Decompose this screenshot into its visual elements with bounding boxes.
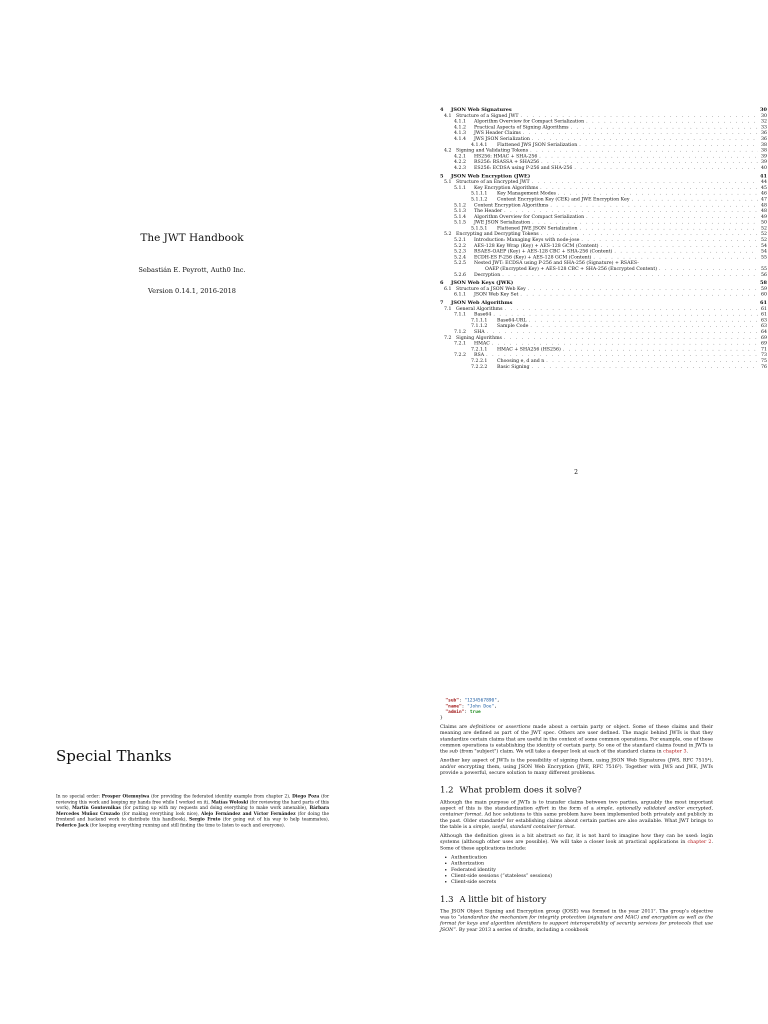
toc-entry-title: Signing Algorithms xyxy=(456,334,502,341)
toc-entry-number: 4.1.4 xyxy=(454,135,466,142)
toc-entry-title: Flattened JWS JSON Serialization xyxy=(497,141,578,148)
toc-entry-number: 5.2.6 xyxy=(454,271,466,278)
toc-entry-title: Basic Signing xyxy=(497,363,530,370)
toc-entry-title: RSA xyxy=(474,352,485,358)
toc-entry-page: 73 xyxy=(761,352,767,358)
toc-entry-page: 52 xyxy=(761,237,767,243)
toc-entry-number: 7.1.1 xyxy=(454,311,466,318)
paragraph-problem: Although the main purpose of JWTs is to transfer claims between two parties, arguably the most important aspect of this is the standardization effort in the form of a simple, optionally validated and/or encrypted, container format. Ad hoc solutions to this same problem have been implemented both privately and publicly in the past. Older standards⁶ for establishing claims about certain parties are also available. What JWT brings to the table is a simple, useful, standard container format. xyxy=(440,799,714,830)
toc-entry[interactable] xyxy=(440,272,767,278)
toc-entry-page: 52 xyxy=(761,231,767,237)
toc-entry-title: Algorithm Overview for Compact Serialization xyxy=(474,118,585,125)
document-title: The JWT Handbook xyxy=(140,232,244,244)
page-number: 2 xyxy=(574,469,578,476)
toc-entry-page: 40 xyxy=(761,164,767,171)
toc-entry-number: 7.1.1.2 xyxy=(471,323,488,329)
document-version: Version 0.14.1, 2016-2018 xyxy=(148,287,236,295)
toc-entry-title: Nested JWT: ECDSA using P-256 and SHA-256 (Signature) + RSAES- xyxy=(474,260,639,266)
thanks-person-name: Matías Woloski xyxy=(211,799,249,805)
toc-entry-page: 48 xyxy=(761,208,767,214)
toc-entry-page: 41 xyxy=(760,173,767,179)
toc-entry-page: 61 xyxy=(761,305,767,312)
thanks-person-note: (for making everything look nice), xyxy=(119,811,202,817)
toc-entry-number: 4.2 xyxy=(444,147,452,154)
code-closing-brace: } xyxy=(440,715,443,721)
toc-entry-title: Content Encryption Key (CEK) and JWE Encryption Key xyxy=(497,196,630,202)
toc-entry-number: 6.1.1 xyxy=(454,291,466,298)
toc-entry-page: 36 xyxy=(761,130,767,136)
toc-entry-number: 7.1.2 xyxy=(454,328,466,335)
toc-entry-number: 5.1.5.1 xyxy=(471,225,488,231)
toc-entry-title: RSAES-OAEP (Key) + AES-128 CBC + SHA-256 (Content) xyxy=(474,248,613,255)
toc-entry-page: 55 xyxy=(761,254,767,260)
toc-entry-page: 49 xyxy=(761,213,767,220)
toc-entry-page: 69 xyxy=(761,334,767,341)
toc-entry-number: 5.1.4 xyxy=(454,213,466,220)
toc-entry-page: 38 xyxy=(761,147,767,154)
toc-entry-number: 5.1 xyxy=(444,179,452,185)
list-item: • Authorization xyxy=(451,861,713,867)
thanks-person-note: (for reviewing the hard parts of this work), xyxy=(56,799,330,811)
toc-entry-page: 39 xyxy=(761,159,767,165)
code-block xyxy=(440,698,713,721)
thanks-person-note: (for providing the federated identity example from chapter 2), xyxy=(149,794,293,799)
toc-entry-title: JWE JSON Serialization xyxy=(474,219,531,226)
toc-entry-title: ES256: ECDSA using P-256 and SHA-256 xyxy=(474,164,573,171)
paragraph-definition: Although the definition given is a bit abstract so far, it is not hard to imagine how they can be used: login systems (although other uses are possible). We will take a closer look at practical applications in chapter 2. Some of these applications include: xyxy=(440,833,714,851)
toc-entry-page: 45 xyxy=(761,184,767,191)
applications-list xyxy=(440,855,713,886)
table-of-contents xyxy=(440,107,767,370)
thanks-person-name: Federico Jack xyxy=(56,822,89,828)
toc-entry-number: 7.2.2 xyxy=(454,352,466,358)
toc-entry-number: 5.1.3 xyxy=(454,208,466,214)
toc-entry-title: JWS JSON Serialization xyxy=(474,135,530,142)
toc-entry-title: Signing and Validating Tokens xyxy=(456,147,529,154)
paragraph-jws-jwe: Another key aspect of JWTs is the possibility of signing them, using JSON Web Signatures (JWS, RFC 7515⁴), and/or encrypting them, using JSON Web Encryption (JWE, RFC 7516⁵). Together with JWS and JWE, JWTs provide a powerful, secure solution to many different problems. xyxy=(440,757,713,776)
toc-entry-title: Sample Code xyxy=(497,323,529,329)
toc-entry-page: 48 xyxy=(761,202,767,208)
code-line: "name": "John Doe", xyxy=(445,703,497,709)
toc-entry-page: 63 xyxy=(761,323,767,329)
toc-entry-page: 30 xyxy=(761,112,767,119)
code-line: "sub": "1234567890", xyxy=(445,698,500,703)
list-item: • Federated identity xyxy=(451,867,713,873)
toc-entry-title: Choosing e, d and n xyxy=(497,357,545,364)
toc-entry-title: Base64-URL xyxy=(497,317,527,323)
toc-entry-title: Content Encryption Algorithms xyxy=(474,202,549,208)
thanks-person-name: Sergio Fruto xyxy=(189,817,221,822)
toc-entry-title: JSON Web Keys (JWK) xyxy=(451,280,514,286)
toc-entry-title: JSON Web Algorithms xyxy=(451,300,513,306)
toc-entry-number: 7.2 xyxy=(444,334,452,341)
section-heading-1-2: 1.2 What problem does it solve? xyxy=(440,785,582,796)
thanks-intro: In no special order: xyxy=(56,794,102,799)
toc-entry-title: JSON Web Encryption (JWE) xyxy=(451,173,531,179)
toc-entry-page: 75 xyxy=(761,357,767,364)
toc-entry-title: Structure of a Signed JWT xyxy=(456,112,519,119)
toc-entry-title: SHA xyxy=(474,328,485,335)
section-heading-1-3: 1.3 A little bit of history xyxy=(440,894,547,905)
toc-entry-page: 63 xyxy=(761,317,767,323)
toc-entry-title: Key Management Modes xyxy=(497,190,556,197)
thanks-person-name: Martín Gontovnikas xyxy=(72,805,121,811)
table-of-contents-page xyxy=(384,0,768,512)
toc-entry-page: 54 xyxy=(761,242,767,249)
toc-entry-number: 5.2.5 xyxy=(454,260,466,266)
toc-entry-number: 4.2.2 xyxy=(454,159,466,165)
toc-entry-number: 4.1.3 xyxy=(454,130,466,136)
toc-entry-page: 39 xyxy=(761,153,767,159)
thanks-person-note: (for doing the frontend and backend work to distribute this handbook), xyxy=(56,811,329,822)
toc-entry-title: HS256: HMAC + SHA-256 xyxy=(474,153,538,159)
toc-entry-number: 7.1 xyxy=(444,305,452,312)
toc-entry-number: 6 xyxy=(440,280,444,286)
toc-entry-title: ECDH-ES P-256 (Key) + AES-128 GCM (Content) xyxy=(474,254,592,260)
chapter-2-link[interactable]: chapter 2 xyxy=(687,839,712,845)
thanks-person-name: Diego Poza xyxy=(292,794,320,799)
toc-entry-title: Encrypting and Decrypting Tokens xyxy=(456,231,539,237)
toc-entry-title: HMAC xyxy=(474,340,490,347)
thanks-person-name: Alejo Fernández and Víctor Fernández xyxy=(201,811,296,817)
thanks-person-name: Prosper Otemuyiwa xyxy=(101,794,150,799)
paragraph-history: The JSON Object Signing and Encryption group (JOSE) was formed in the year 2011⁷. The group’s objective was to “standardize the mechanism for integrity protection (signature and MAC) and encryption as well as the format for keys and algorithm identifiers to support interoperability of security services for protocols that use JSON”. By year 2013 a series of drafts, including a cookbook xyxy=(440,908,713,933)
toc-entry[interactable] xyxy=(440,292,767,298)
toc-entry-number: 7.2.2.2 xyxy=(471,363,488,370)
toc-entry-page: 44 xyxy=(761,179,767,185)
toc-entry-page: 33 xyxy=(761,124,767,130)
thanks-paragraph xyxy=(56,794,329,829)
thanks-heading: Special Thanks xyxy=(56,747,172,765)
toc-entry-title: Structure of an Encrypted JWT xyxy=(456,179,530,185)
list-item: • Authentication xyxy=(451,855,713,861)
toc-entry-continuation[interactable]: OAEP (Encrypted Key) + AES-128 CBC + SHA-256 (Encrypted Content) . . . 55 xyxy=(440,266,767,272)
toc-entry-number: 5.1.2 xyxy=(454,202,466,208)
document-author: Sebastián E. Peyrott, Auth0 Inc. xyxy=(138,266,246,274)
toc-entry-number: 4.1.2 xyxy=(454,124,466,130)
toc-entry-number: 5.1.1 xyxy=(454,184,466,191)
toc-entry-title: RS256: RSASSA + SHA256 xyxy=(474,159,540,165)
thanks-person-note: (for going out of his way to help teammates), xyxy=(220,817,329,822)
toc-entry-number: 7.2.2.1 xyxy=(471,357,488,364)
toc-entry-number: 6.1 xyxy=(444,285,452,292)
toc-entry-page: 59 xyxy=(761,285,767,292)
toc-entry-number: 4.1.1 xyxy=(454,118,466,125)
chapter-3-link[interactable]: chapter 3 xyxy=(663,748,687,755)
toc-entry-number: 5.1.5 xyxy=(454,219,466,226)
toc-entry-title: The Header xyxy=(474,208,503,214)
toc-entry-page: 30 xyxy=(760,107,767,113)
toc-entry-page: 69 xyxy=(761,340,767,347)
toc-entry-number: 4.2.1 xyxy=(454,153,466,159)
chapter-body xyxy=(440,698,713,936)
toc-entry-number: 5.2 xyxy=(444,231,452,237)
thanks-person-note: (for putting up with my requests and doing everything to make work amenable), xyxy=(120,805,310,811)
toc-entry-page: 36 xyxy=(761,135,767,142)
toc-entry-number: 7.2.1 xyxy=(454,340,466,347)
toc-entry-page: 61 xyxy=(760,300,767,306)
toc-entry-title: Decryption xyxy=(474,271,501,278)
code-line: "admin": true xyxy=(445,709,481,715)
toc-entry-title: HMAC + SHA256 (HS256) xyxy=(497,346,561,352)
toc-entry-page: 38 xyxy=(761,141,767,148)
toc-entry-page: 61 xyxy=(761,311,767,318)
toc-entry-title: Flattened JWE JSON Serialization xyxy=(497,225,578,231)
toc-entry-number: 5.2.4 xyxy=(454,254,466,260)
toc-entry-page: 56 xyxy=(761,271,767,278)
toc-entry-page: 58 xyxy=(760,280,767,286)
thanks-person-name: Bárbara Mercedes Muñoz Cruzado xyxy=(56,805,329,817)
toc-entry-page: 64 xyxy=(761,328,767,335)
toc-entry-number: 5.2.3 xyxy=(454,248,466,255)
toc-entry-number: 7 xyxy=(440,300,444,306)
toc-entry[interactable] xyxy=(440,165,767,171)
toc-entry-number: 5.1.1.1 xyxy=(471,190,488,197)
toc-entry-page: 54 xyxy=(761,248,767,255)
toc-entry-number: 5 xyxy=(440,173,444,179)
toc-entry-title: General Algorithms xyxy=(456,305,503,312)
toc-entry-number: 4 xyxy=(440,107,444,113)
toc-entry-page: 60 xyxy=(761,291,767,298)
special-thanks-page xyxy=(0,512,384,1024)
toc-entry-title: JSON Web Key Set xyxy=(474,291,519,298)
toc-entry[interactable] xyxy=(440,364,767,370)
toc-entry-number: 7.1.1.1 xyxy=(471,317,488,323)
toc-entry-number: 5.1.1.2 xyxy=(471,196,488,202)
toc-entry-number: 5.2.2 xyxy=(454,242,466,249)
toc-entry-title: Practical Aspects of Signing Algorithms xyxy=(474,124,569,130)
toc-entry-page: 76 xyxy=(761,363,767,370)
list-item: • Client-side secrets xyxy=(451,879,713,885)
toc-entry-number: 4.2.3 xyxy=(454,164,466,171)
toc-entry-title: JSON Web Signatures xyxy=(451,107,512,113)
toc-entry-number: 7.2.1.1 xyxy=(471,346,488,352)
toc-entry-page: 71 xyxy=(761,346,767,352)
toc-entry-title: Base64 xyxy=(474,311,492,318)
toc-entry-title: Structure of a JSON Web Key xyxy=(456,285,526,292)
toc-entry-page: 46 xyxy=(761,190,767,197)
thanks-person-note: (for keeping everything running and still finding the time to listen to each and everyone). xyxy=(88,822,286,828)
toc-entry-title: Key Encryption Algorithms xyxy=(474,184,539,191)
toc-entry-title: JWS Header Claims xyxy=(474,130,521,136)
toc-entry-number: 4.1 xyxy=(444,112,452,119)
thanks-person-note: (for reviewing this work and keeping my hands free while I worked on it), xyxy=(56,794,330,805)
toc-entry-page: 50 xyxy=(761,219,767,226)
list-item: • Client-side sessions (“stateless” sessions) xyxy=(451,873,713,879)
toc-entry-page: 32 xyxy=(761,118,767,125)
toc-entry-title: Algorithm Overview for Compact Serialization xyxy=(474,213,585,220)
toc-entry-page: 47 xyxy=(761,196,767,202)
toc-entry-title: AES-128 Key Wrap (Key) + AES-128 GCM (Content) xyxy=(474,242,599,249)
paragraph-claims: Claims are definitions or assertions made about a certain party or object. Some of these claims and their meaning are defined as part of the JWT spec. Others are user defined. The magic behind JWTs is that they standardize certain claims that are useful in the context of some common operations. For example, one of these common operations is establishing the identity of certain party. So one of the standard claims found in JWTs is the sub (from "subject") claim. We will take a deeper look at each of the standard claims in chapter 3. xyxy=(440,724,713,755)
toc-entry-number: 5.2.1 xyxy=(454,237,466,243)
toc-entry-page: 52 xyxy=(761,225,767,231)
toc-entry-title: Introduction: Managing Keys with node-jose xyxy=(474,237,580,243)
chapter-body-page xyxy=(384,512,768,1024)
title-page xyxy=(0,0,384,512)
toc-entry-number: 4.1.4.1 xyxy=(471,141,488,148)
